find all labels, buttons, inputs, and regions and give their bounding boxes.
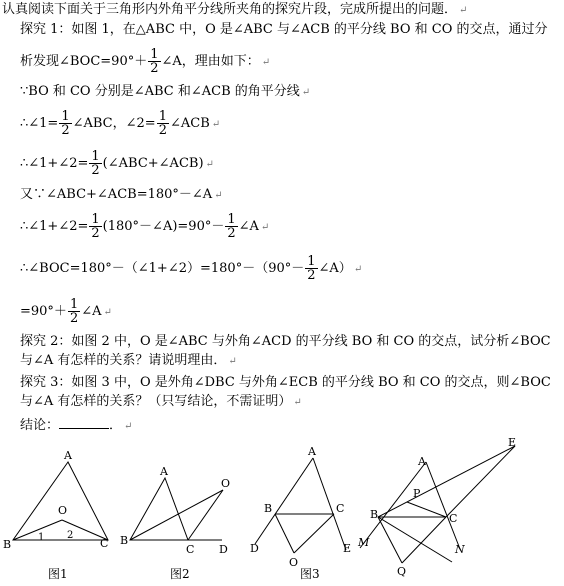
fig3-label-b: B <box>264 502 273 515</box>
explore1-because: ∵BO 和 CO 分别是∠ABC 和∠ACB 的角平分线 ↵ <box>20 84 311 99</box>
fraction-half: $\frac{1}{2}$ <box>61 109 70 138</box>
fig2-caption: 图2 <box>170 567 190 581</box>
figures-area <box>0 436 564 586</box>
fig2-label-c: C <box>186 543 195 556</box>
fig2-label-d: D <box>219 543 228 556</box>
fig1-label-b: B <box>3 538 12 551</box>
figure-1 <box>13 462 108 540</box>
fraction-half: $\frac{1}{2}$ <box>158 109 167 138</box>
fraction-half: $\frac{1}{2}$ <box>69 297 79 326</box>
fraction-half: $\frac{1}{2}$ <box>227 212 236 241</box>
fig1-label-2: 2 <box>67 530 74 541</box>
explore1-line1: 探究 1：如图 1，在△ABC 中，O 是∠ABC 与∠ACB 的平分线 BO 和 CO 的交点，通过分 <box>20 22 548 37</box>
fig1-caption: 图1 <box>48 567 68 581</box>
fig4-label-a: A <box>418 455 426 468</box>
fig3-caption: 图3 <box>300 567 320 581</box>
fig4-label-p: P <box>413 487 421 500</box>
fig4-label-b: B <box>370 508 379 521</box>
answer-blank[interactable] <box>59 415 109 429</box>
figure-4 <box>360 446 515 563</box>
explore1-step5: ∴∠BOC=180°－（∠1+∠2）=180°－（90°－ $\frac{1}{2}$ ∠A） ↵ <box>20 254 363 283</box>
explore2-line1: 探究 2：如图 2 中，O 是∠ABC 与外角∠ACD 的平分线 BO 和 CO 的交点，试分析∠BOC <box>20 334 551 349</box>
fig4-label-m: M <box>358 536 370 549</box>
fig4-label-n: N <box>455 543 465 556</box>
fraction-half: $\frac{1}{2}$ <box>150 47 159 76</box>
fig3-label-o: O <box>289 556 299 569</box>
fig1-label-1: 1 <box>38 532 45 543</box>
fig3-label-d: D <box>250 542 259 555</box>
explore1-step6: =90°＋ $\frac{1}{2}$ ∠A ↵ <box>20 297 112 326</box>
fig2-label-o: O <box>221 477 231 490</box>
fig3-label-e: E <box>343 542 352 555</box>
fig1-label-o: O <box>58 504 68 517</box>
conclusion-line: 结论： ． ↵ <box>20 415 132 435</box>
fig2-label-a: A <box>160 465 168 478</box>
explore1-step3: 又∵∠ABC+∠ACB=180°－∠A ↵ <box>20 187 223 202</box>
fraction-half: $\frac{1}{2}$ <box>91 212 100 241</box>
fig1-label-c: C <box>100 537 109 550</box>
fig1-label-a: A <box>64 449 72 462</box>
fraction-half: $\frac{1}{2}$ <box>91 149 100 178</box>
fig2-label-b: B <box>120 534 129 547</box>
explore1-step1: ∴∠1= $\frac{1}{2}$ ∠ABC，∠2= $\frac{1}{2}$ ∠ACB ↵ <box>20 109 221 138</box>
fraction-half: $\frac{1}{2}$ <box>307 254 316 283</box>
explore3-line2: 与∠A 有怎样的关系？（只写结论，不需证明） ↵ <box>20 394 302 409</box>
fig3-label-a: A <box>308 445 316 458</box>
intro-text: 认真阅读下面关于三角形内外角平分线所夹角的探究片段，完成所提出的问题． ↵ <box>2 2 468 17</box>
fig4-label-c: C <box>449 512 458 525</box>
explore3-line1: 探究 3：如图 3 中，O 是外角∠DBC 与外角∠ECB 的平分线 BO 和 CO 的交点，则∠BOC <box>20 375 551 390</box>
fig4-label-q: Q <box>397 565 407 578</box>
explore1-line2: 析发现∠BOC=90°＋ $\frac{1}{2}$ ∠A，理由如下： ↵ <box>20 47 271 76</box>
explore1-step2: ∴∠1+∠2= $\frac{1}{2}$ (∠ABC+∠ACB) ↵ <box>20 149 214 178</box>
fig3-label-c: C <box>336 502 345 515</box>
fig4-label-e: E <box>508 436 517 449</box>
explore2-line2: 与∠A 有怎样的关系？请说明理由． ↵ <box>20 353 237 368</box>
figure-2 <box>130 478 223 540</box>
explore1-step4: ∴∠1+∠2= $\frac{1}{2}$ (180°－∠A)=90°－ $\frac{1}{2}$ ∠A ↵ <box>20 212 270 241</box>
